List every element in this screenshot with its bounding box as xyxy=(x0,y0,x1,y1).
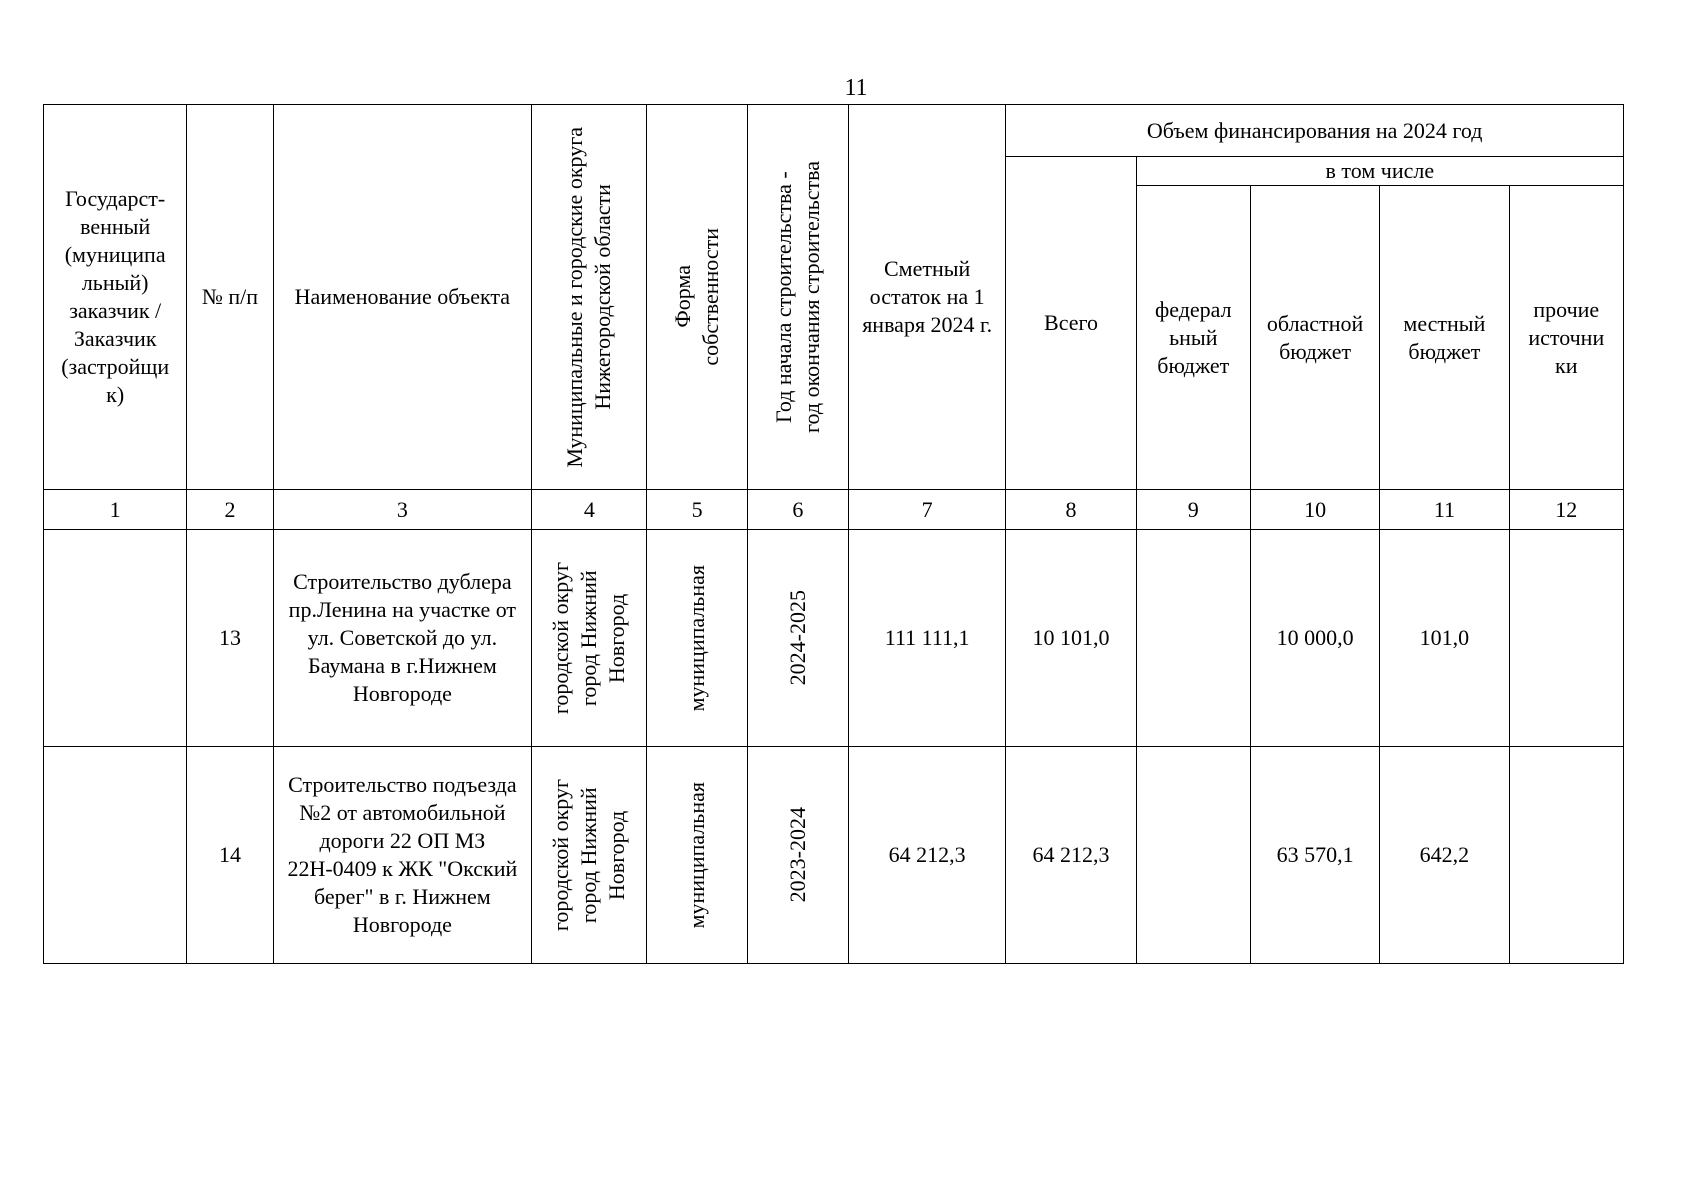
cell-total: 10 101,0 xyxy=(1006,530,1136,747)
cell-ownership-text: муниципальная xyxy=(684,781,710,929)
cell-total: 64 212,3 xyxy=(1006,747,1136,964)
cell-number: 13 xyxy=(187,530,273,747)
cell-years-text: 2024-2025 xyxy=(784,590,810,686)
header-years-line2: год окончания строительства xyxy=(798,161,824,433)
column-number: 2 xyxy=(187,490,273,530)
cell-local: 101,0 xyxy=(1380,530,1509,747)
column-number: 8 xyxy=(1006,490,1136,530)
header-other-sources: прочие источни ки xyxy=(1509,186,1623,490)
header-including: в том числе xyxy=(1136,157,1623,186)
header-municipalities-line2: Нижегородской области xyxy=(590,184,616,410)
cell-estimate-balance: 111 111,1 xyxy=(848,530,1005,747)
cell-years xyxy=(747,747,848,964)
financing-table xyxy=(43,104,1624,964)
header-years-line1: Год начала строительства - xyxy=(770,171,796,423)
cell-customer xyxy=(44,530,187,747)
cell-customer xyxy=(44,747,187,964)
cell-municipality xyxy=(532,530,647,747)
column-number: 4 xyxy=(532,490,647,530)
page-number: 11 xyxy=(844,75,868,101)
header-local-budget: местный бюджет xyxy=(1380,186,1509,490)
header-number: № п/п xyxy=(187,105,273,490)
header-federal-budget: федерал ьный бюджет xyxy=(1136,186,1250,490)
header-financing-volume: Объем финансирования на 2024 год xyxy=(1006,105,1624,157)
column-number: 11 xyxy=(1380,490,1509,530)
cell-regional: 63 570,1 xyxy=(1250,747,1379,964)
column-number: 12 xyxy=(1509,490,1623,530)
header-municipalities xyxy=(532,105,647,490)
cell-other xyxy=(1509,530,1623,747)
cell-number: 14 xyxy=(187,747,273,964)
column-number: 1 xyxy=(44,490,187,530)
column-number: 6 xyxy=(747,490,848,530)
cell-municipality xyxy=(532,747,647,964)
header-object-name: Наименование объекта xyxy=(273,105,532,490)
column-number: 3 xyxy=(273,490,532,530)
header-municipalities-line1: Муниципальные и городские округа xyxy=(562,126,588,468)
column-number: 5 xyxy=(647,490,747,530)
cell-federal xyxy=(1136,530,1250,747)
cell-municipality-line3: Новгород xyxy=(604,593,630,683)
cell-federal xyxy=(1136,747,1250,964)
cell-local: 642,2 xyxy=(1380,747,1509,964)
table-row xyxy=(44,530,1624,747)
cell-municipality-line2: город Нижний xyxy=(576,787,602,923)
header-years xyxy=(747,105,848,490)
cell-object-name: Строительство дублера пр.Ленина на участке от ул. Советской до ул. Баумана в г.Нижнем Новгороде xyxy=(273,530,532,747)
header-regional-budget: областной бюджет xyxy=(1250,186,1379,490)
header-ownership-line2: собственности xyxy=(698,228,724,366)
cell-other xyxy=(1509,747,1623,964)
cell-estimate-balance: 64 212,3 xyxy=(848,747,1005,964)
cell-years-text: 2023-2024 xyxy=(784,807,810,903)
cell-municipality-line1: городской округ xyxy=(548,561,574,715)
table-row xyxy=(44,747,1624,964)
cell-regional: 10 000,0 xyxy=(1250,530,1379,747)
cell-years xyxy=(747,530,848,747)
header-estimate-balance: Сметный остаток на 1 января 2024 г. xyxy=(848,105,1005,490)
header-ownership-line1: Форма xyxy=(670,265,696,329)
cell-ownership xyxy=(647,747,747,964)
header-customer: Государст-венный (муниципа льный) заказчик / Заказчик (застройщи к) xyxy=(44,105,187,490)
cell-ownership xyxy=(647,530,747,747)
column-number: 7 xyxy=(848,490,1005,530)
column-number: 10 xyxy=(1250,490,1379,530)
cell-municipality-line1: городской округ xyxy=(548,778,574,932)
cell-object-name: Строительство подъезда №2 от автомобильной дороги 22 ОП МЗ 22Н-0409 к ЖК "Окский берег" в г. Нижнем Новгороде xyxy=(273,747,532,964)
cell-ownership-text: муниципальная xyxy=(684,564,710,712)
header-total: Всего xyxy=(1006,157,1136,490)
cell-municipality-line3: Новгород xyxy=(604,810,630,900)
header-ownership xyxy=(647,105,747,490)
column-numbers-row xyxy=(44,490,1624,530)
cell-municipality-line2: город Нижний xyxy=(576,570,602,706)
column-number: 9 xyxy=(1136,490,1250,530)
